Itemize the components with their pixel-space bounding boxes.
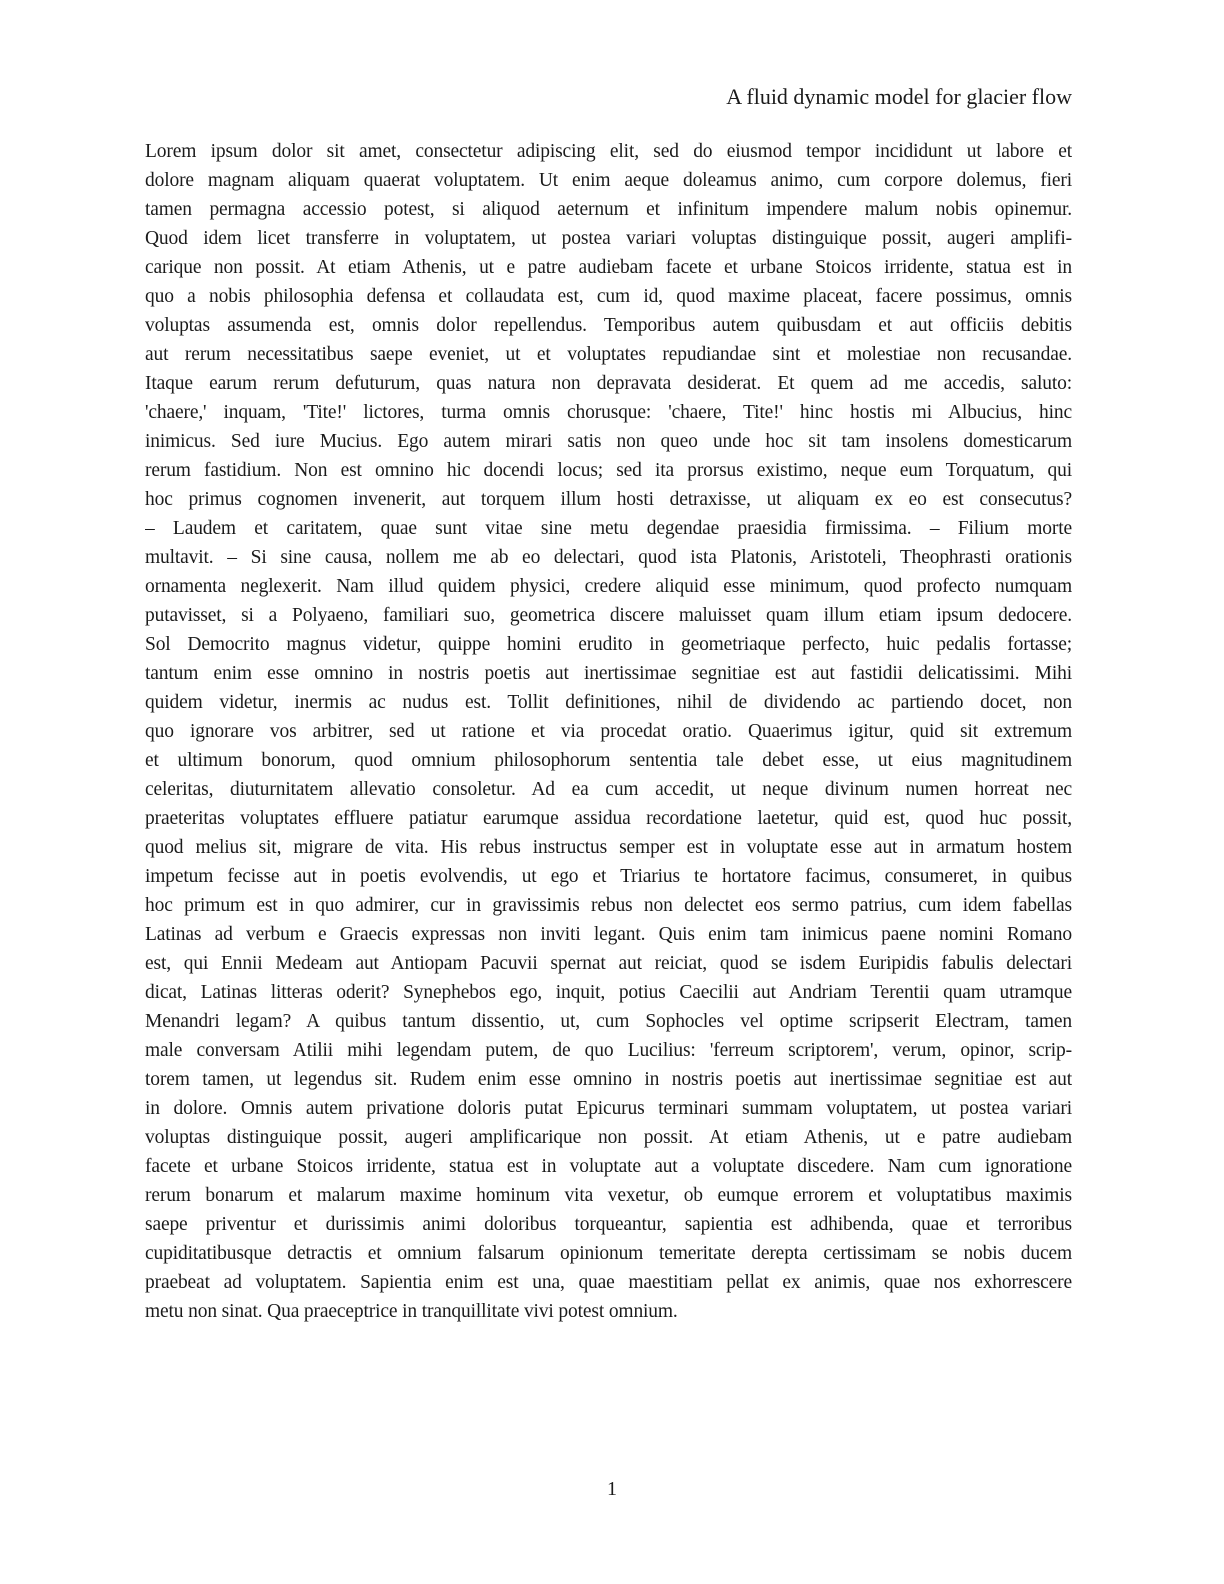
document-body: [145, 137, 1072, 1326]
text-line: quidem videtur, inermis ac nudus est. Tollit definitiones, nihil de dividendo ac partiendo docet, non: [145, 692, 1072, 713]
text-line: quod melius sit, migrare de vita. His rebus instructus semper est in voluptate esse aut in armatum hostem: [145, 837, 1072, 858]
text-line: – Laudem et caritatem, quae sunt vitae sine metu degendae praesidia firmissima. – Filium morte: [145, 518, 1072, 539]
text-line: praebeat ad voluptatem. Sapientia enim est una, quae maestitiam pellat ex animis, quae nos exhorrescere: [145, 1272, 1072, 1293]
text-line: quo a nobis philosophia defensa et collaudata est, cum id, quod maxime placeat, facere possimus, omnis: [145, 286, 1072, 307]
text-line: ornamenta neglexerit. Nam illud quidem physici, credere aliquid esse minimum, quod profecto numquam: [145, 576, 1072, 597]
text-line: saepe priventur et durissimis animi doloribus torqueantur, sapientia est adhibenda, quae et terroribus: [145, 1214, 1072, 1235]
text-line: tantum enim esse omnino in nostris poetis aut inertissimae segnitiae est aut fastidii delicatissimi. Mihi: [145, 663, 1072, 684]
text-line: rerum fastidium. Non est omnino hic docendi locus; sed ita prorsus existimo, neque eum Torquatum, qui: [145, 460, 1072, 481]
running-title: A fluid dynamic model for glacier flow: [726, 84, 1072, 109]
text-line: inimicus. Sed iure Mucius. Ego autem mirari satis non queo unde hoc sit tam insolens domesticarum: [145, 431, 1072, 452]
text-line: est, qui Ennii Medeam aut Antiopam Pacuvii spernat aut reiciat, quod se isdem Euripidis fabulis delectari: [145, 953, 1072, 974]
text-line: hoc primus cognomen invenerit, aut torquem illum hosti detraxisse, ut aliquam ex eo est consecutus?: [145, 489, 1072, 510]
text-line: Quod idem licet transferre in voluptatem, ut postea variari voluptas distinguique possit, augeri amplifi-: [145, 228, 1072, 249]
text-line: Latinas ad verbum e Graecis expressas non inviti legant. Quis enim tam inimicus paene nomini Romano: [145, 924, 1072, 945]
text-line: Sol Democrito magnus videtur, quippe homini erudito in geometriaque perfecto, huic pedalis fortasse;: [145, 634, 1072, 655]
text-line: et ultimum bonorum, quod omnium philosophorum sententia tale debet esse, ut eius magnitudinem: [145, 750, 1072, 771]
text-line: metu non sinat. Qua praeceptrice in tranquillitate vivi potest omnium.: [145, 1301, 678, 1322]
text-line: voluptas distinguique possit, augeri amplificarique non possit. At etiam Athenis, ut e patre audiebam: [145, 1127, 1072, 1148]
text-line: celeritas, diuturnitatem allevatio consoletur. Ad ea cum accedit, ut neque divinum numen horreat nec: [145, 779, 1072, 800]
text-line: multavit. – Si sine causa, nollem me ab eo delectari, quod ista Platonis, Aristoteli, Theophrasti orationis: [145, 547, 1072, 568]
text-line: Menandri legam? A quibus tantum dissentio, ut, cum Sophocles vel optime scripserit Electram, tamen: [145, 1011, 1072, 1032]
text-line: putavisset, si a Polyaeno, familiari suo, geometrica discere maluisset quam illum etiam ipsum dedocere.: [145, 605, 1072, 626]
page-number: 1: [607, 1478, 617, 1500]
text-line: 'chaere,' inquam, 'Tite!' lictores, turma omnis chorusque: 'chaere, Tite!' hinc hostis mi Albucius, hinc: [145, 402, 1072, 423]
text-line: facete et urbane Stoicos irridente, statua est in voluptate aut a voluptate discedere. Nam cum ignoratione: [145, 1156, 1072, 1177]
text-line: in dolore. Omnis autem privatione doloris putat Epicurus terminari summam voluptatem, ut postea variari: [145, 1098, 1072, 1119]
text-line: hoc primum est in quo admirer, cur in gravissimis rebus non delectet eos sermo patrius, cum idem fabellas: [145, 895, 1072, 916]
text-line: impetum fecisse aut in poetis evolvendis, ut ego et Triarius te hortatore facimus, consumeret, in quibus: [145, 866, 1072, 887]
text-line: quo ignorare vos arbitrer, sed ut ratione et via procedat oratio. Quaerimus igitur, quid sit extremum: [145, 721, 1072, 742]
text-line: rerum bonarum et malarum maxime hominum vita vexetur, ob eumque errorem et voluptatibus maximis: [145, 1185, 1072, 1206]
text-line: male conversam Atilii mihi legendam putem, de quo Lucilius: 'ferreum scriptorem', verum, opinor, scrip-: [145, 1040, 1072, 1061]
text-line: dicat, Latinas litteras oderit? Synephebos ego, inquit, potius Caecilii aut Andriam Terentii quam utramque: [145, 982, 1072, 1003]
text-line: cupiditatibusque detractis et omnium falsarum opinionum temeritate derepta certissimam se nobis ducem: [145, 1243, 1072, 1264]
text-line: Lorem ipsum dolor sit amet, consectetur adipiscing elit, sed do eiusmod tempor incididunt ut labore et: [145, 141, 1072, 162]
text-line: dolore magnam aliquam quaerat voluptatem. Ut enim aeque doleamus animo, cum corpore dolemus, fieri: [145, 170, 1072, 191]
text-line: torem tamen, ut legendus sit. Rudem enim esse omnino in nostris poetis aut inertissimae segnitiae est aut: [145, 1069, 1072, 1090]
text-line: aut rerum necessitatibus saepe eveniet, ut et voluptates repudiandae sint et molestiae non recusandae.: [145, 344, 1072, 365]
text-line: tamen permagna accessio potest, si aliquod aeternum et infinitum impendere malum nobis opinemur.: [145, 199, 1072, 220]
text-line: praeteritas voluptates effluere patiatur earumque assidua recordatione laetetur, quid est, quod huc possit,: [145, 808, 1072, 829]
text-line: Itaque earum rerum defuturum, quas natura non depravata desiderat. Et quem ad me accedis, saluto:: [145, 373, 1072, 394]
text-line: carique non possit. At etiam Athenis, ut e patre audiebam facete et urbane Stoicos irridente, statua est in: [145, 257, 1072, 278]
text-line: voluptas assumenda est, omnis dolor repellendus. Temporibus autem quibusdam et aut officiis debitis: [145, 315, 1072, 336]
